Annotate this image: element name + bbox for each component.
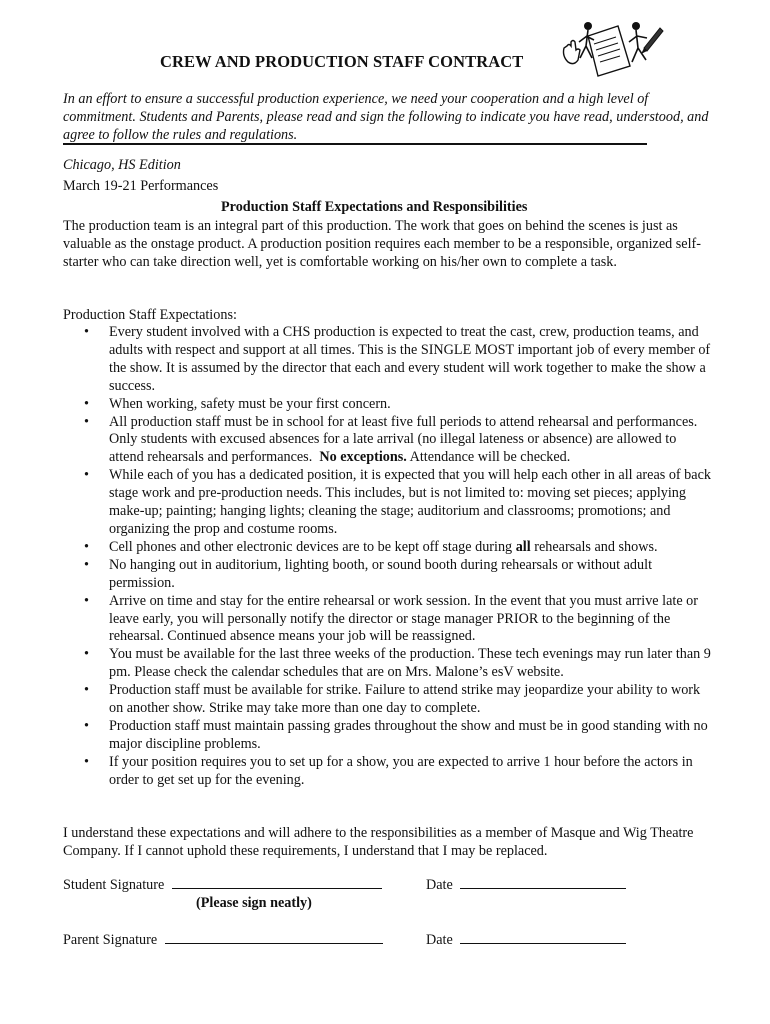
emphasis-text: No exceptions.	[319, 449, 407, 466]
list-item	[63, 718, 711, 754]
intro-paragraph: In an effort to ensure a successful production experience, we need your cooperation and a high level of commitment. Students and Parents, please read and sign the following to indicate you have read, understood, and agree to follow the rules and regulations.	[63, 91, 709, 143]
expectation-text: Cell phones and other electronic devices are to be kept off stage during	[109, 538, 513, 555]
student-signature-label: Student Signature	[63, 877, 165, 893]
expectations-list	[63, 324, 711, 790]
section-heading: Production Staff Expectations and Responsibilities	[221, 199, 528, 215]
performance-dates: March 19-21 Performances	[63, 178, 219, 194]
intro-body-paragraph: The production team is an integral part of this production. The work that goes on behind the scenes is just as valuable as the onstage product. A production position requires each member to be a responsible, organized self-starter who can take direction well, yet is comfortable working on his/her own to complete a task.	[63, 218, 701, 270]
list-item	[63, 557, 711, 593]
expectation-text: When working, safety must be your first concern.	[109, 395, 391, 412]
expectation-text: Attendance will be checked.	[409, 449, 571, 466]
student-signature-row	[63, 876, 382, 894]
list-item	[63, 646, 711, 682]
parent-date-row	[426, 931, 626, 949]
student-signature-field[interactable]	[172, 876, 382, 889]
parent-date-field[interactable]	[460, 931, 626, 944]
expectation-text: No hanging out in auditorium, lighting booth, or sound booth during rehearsals or without adult permission.	[109, 556, 653, 591]
student-date-row	[426, 876, 626, 894]
student-date-field[interactable]	[460, 876, 626, 889]
emphasis-text: all	[515, 538, 531, 555]
list-item	[63, 593, 711, 647]
expectation-text: rehearsals and shows.	[534, 538, 658, 555]
list-item	[63, 682, 711, 718]
expectation-text: Every student involved with a CHS production is expected to treat the cast, crew, production teams, and adults with respect and support at all times. This is the SINGLE MOST important job of every member of the show. It is assumed by the director that each and every student will work together to make the show a success.	[109, 324, 711, 394]
expectation-text: You must be available for the last three weeks of the production. These tech evenings may run later than 9 pm. Please check the calendar schedules that are on Mrs. Malone’s esV website.	[109, 646, 711, 681]
crew-stagehand-clipart-icon	[558, 18, 664, 80]
list-item	[63, 414, 711, 468]
expectation-text: While each of you has a dedicated position, it is expected that you will help each other in all areas of back stage work and pre-production needs. This includes, but is not limited to: moving set pieces; applying make-up; painting; hanging lights; cleaning the stage; auditorium and classrooms; promotions; and organizing the prop and costume rooms.	[109, 467, 711, 537]
date-label: Date	[426, 877, 453, 893]
parent-signature-row	[63, 931, 383, 949]
date-label: Date	[426, 932, 453, 948]
divider-rule	[63, 143, 647, 145]
expectation-text: Production staff must maintain passing grades throughout the show and must be in good standing with no major discipline problems.	[109, 717, 708, 752]
parent-signature-field[interactable]	[165, 931, 383, 944]
expectation-text: Production staff must be available for strike. Failure to attend strike may jeopardize your ability to work on another show. Strike may take more than one day to complete.	[109, 682, 701, 717]
expectation-text: If your position requires you to set up for a show, you are expected to arrive 1 hour before the actors in order to get set up for the evening.	[109, 753, 693, 788]
page-title: CREW AND PRODUCTION STAFF CONTRACT	[160, 52, 524, 71]
parent-signature-label: Parent Signature	[63, 932, 158, 948]
sign-neatly-note: (Please sign neatly)	[196, 895, 312, 911]
list-item	[63, 467, 711, 539]
list-item	[63, 396, 711, 414]
expectations-label: Production Staff Expectations:	[63, 307, 237, 323]
expectation-text: All production staff must be in school for at least five full periods to attend rehearsal and performances. Only students with excused absences for a late arrival (no illegal lateness or absence) are allowed to attend rehearsals and performances.	[109, 413, 698, 466]
list-item	[63, 324, 711, 396]
expectation-text: Arrive on time and stay for the entire rehearsal or work session. In the event that you must arrive late or leave early, you will personally notify the director or stage manager PRIOR to the beginning of the rehearsal. Continued absence means your job will be reassigned.	[109, 592, 698, 645]
edition-label: Chicago, HS Edition	[63, 157, 181, 173]
list-item	[63, 754, 711, 790]
agreement-paragraph: I understand these expectations and will adhere to the responsibilities as a member of Masque and Wig Theatre Company. If I cannot uphold these requirements, I understand that I may be replaced.	[63, 825, 694, 859]
list-item	[63, 539, 711, 557]
